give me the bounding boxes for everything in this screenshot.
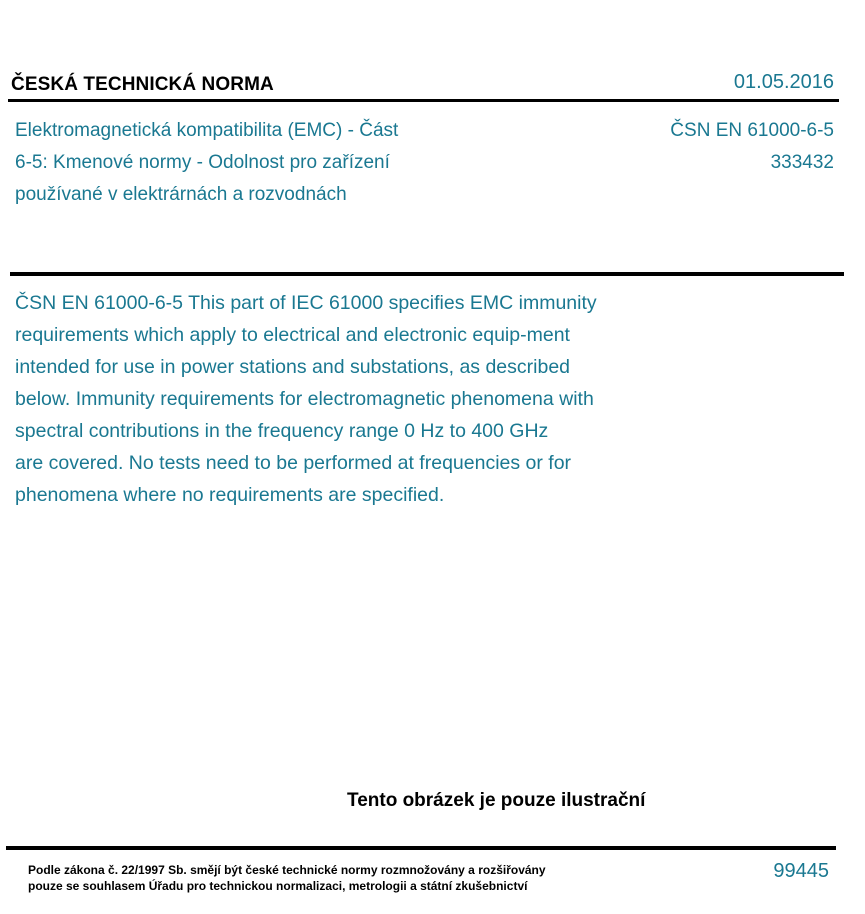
header-divider: [8, 99, 839, 102]
abstract-line: phenomena where no requirements are specified.: [15, 484, 445, 506]
legal-notice-line: pouze se souhlasem Úřadu pro technickou normalizaci, metrologii a státní zkušebnictví: [28, 879, 528, 893]
abstract-line: requirements which apply to electrical and electronic equip-ment: [15, 324, 570, 346]
publication-date: 01.05.2016: [733, 71, 834, 93]
abstract-line: spectral contributions in the frequency range 0 Hz to 400 GHz: [15, 420, 549, 442]
standard-title-line: 6-5: Kmenové normy - Odolnost pro zařízení: [15, 152, 390, 173]
classification-number: 333432: [770, 152, 834, 173]
abstract-line: intended for use in power stations and substations, as described: [15, 356, 571, 378]
legal-notice: [28, 862, 546, 894]
abstract-line: are covered. No tests need to be performed at frequencies or for: [15, 452, 572, 474]
illustration-notice: Tento obrázek je pouze ilustrační: [347, 790, 646, 811]
standard-title-line: používané v elektrárnách a rozvodnách: [15, 184, 347, 205]
abstract-line: ČSN EN 61000-6-5 This part of IEC 61000 specifies EMC immunity: [15, 292, 597, 314]
section-divider: [10, 272, 844, 276]
document-number: 99445: [773, 860, 829, 882]
document-header-title: ČESKÁ TECHNICKÁ NORMA: [11, 74, 274, 95]
abstract-text: [15, 287, 675, 511]
standard-code: ČSN EN 61000-6-5: [670, 120, 834, 141]
standard-title: [15, 115, 475, 211]
abstract-line: below. Immunity requirements for electromagnetic phenomena with: [15, 388, 594, 410]
standard-title-line: Elektromagnetická kompatibilita (EMC) - Část: [15, 120, 399, 141]
legal-notice-line: Podle zákona č. 22/1997 Sb. smějí být české technické normy rozmnožovány a rozšiřovány: [28, 863, 546, 877]
standard-identifiers: [670, 115, 834, 179]
footer-divider: [6, 846, 836, 850]
